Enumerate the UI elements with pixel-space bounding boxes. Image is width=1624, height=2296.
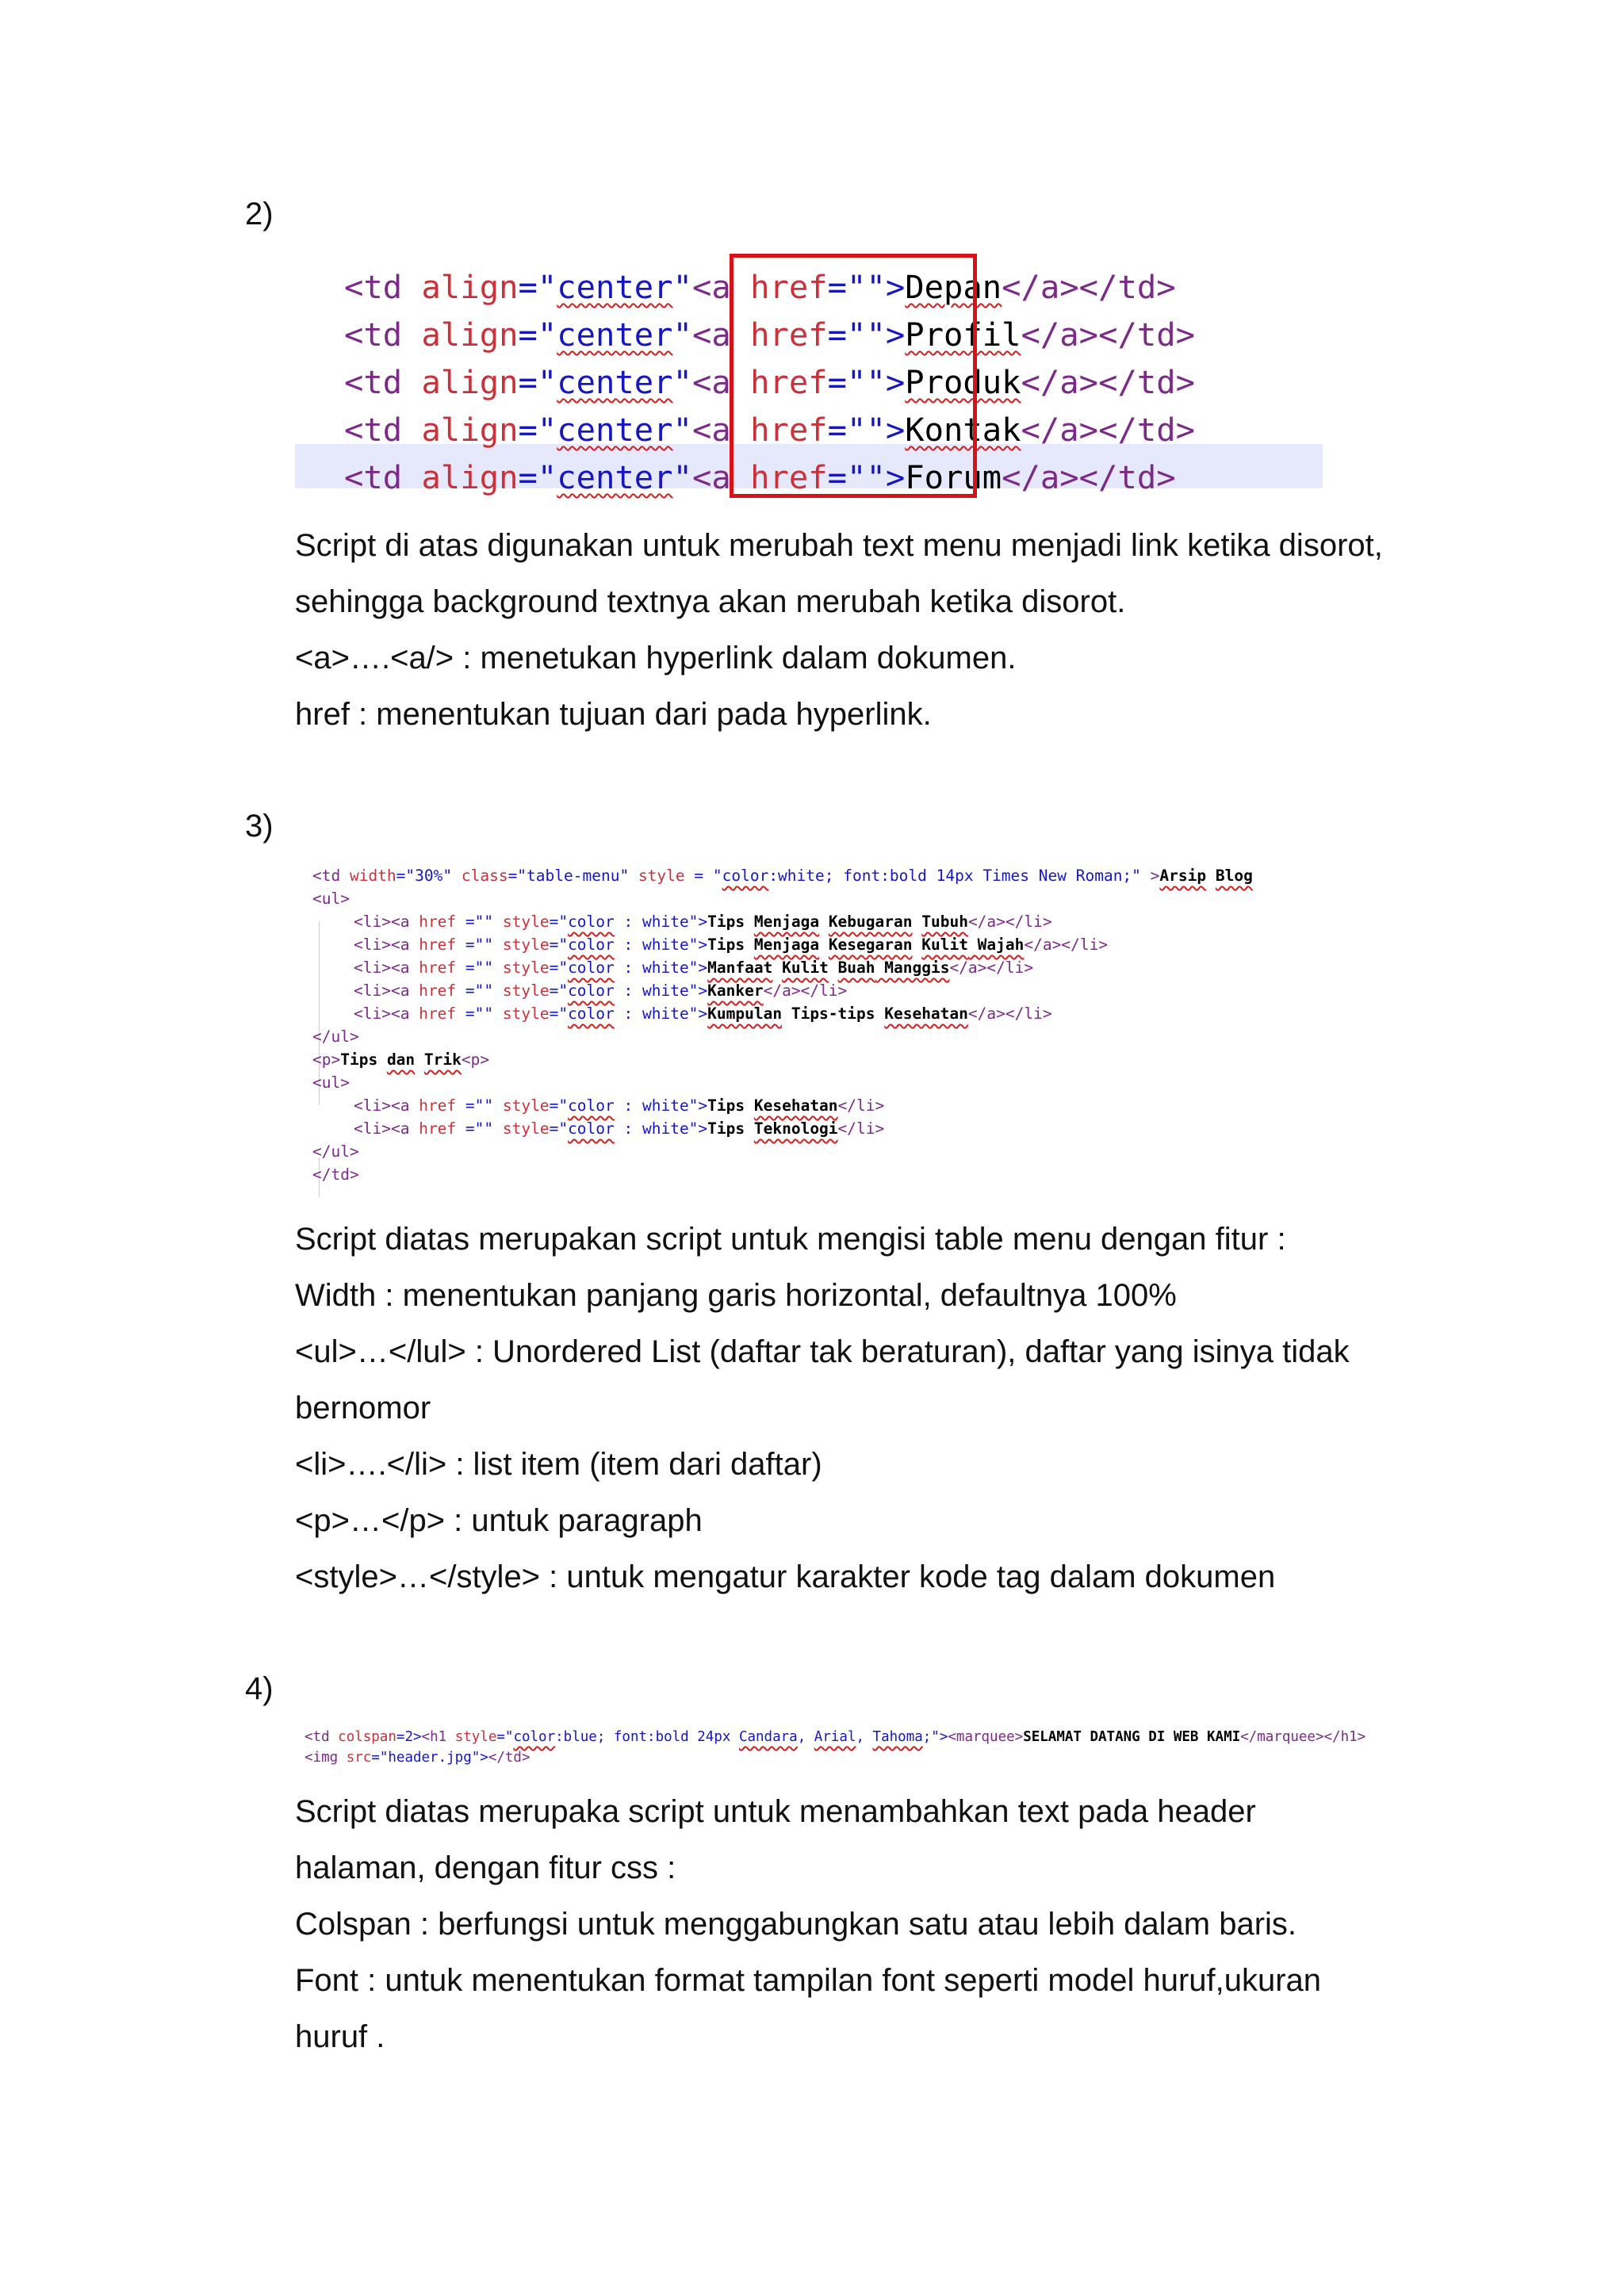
text-line: sehingga background textnya akan merubah ketika disorot. [295,584,1126,619]
text-line: Script diatas merupaka script untuk menambahkan text pada header [295,1794,1256,1829]
code-line: <li><a href ="" style="color : white">Tips Kesehatan</li> [354,1096,885,1115]
section-number: 4) [245,1671,274,1706]
code-line: <li><a href ="" style="color : white">Kumpulan Tips-tips Kesehatan</a></li> [354,1004,1052,1023]
code-screenshot-menu-links [295,252,1323,506]
code-line: </ul> [312,1027,359,1046]
text-line: <p>…</p> : untuk paragraph [295,1503,703,1538]
text-line: Font : untuk menentukan format tampilan font seperti model huruf,ukuran [295,1963,1322,1998]
explanation-paragraph-3 [295,1784,1548,2065]
section-number: 3) [245,809,274,844]
code-line: <li><a href ="" style="color : white">Tips Menjaga Kesegaran Kulit Wajah</a></li> [354,936,1109,954]
code-line: <td align="center"<a href="">Profil</a></td> [344,316,1195,354]
red-highlight-box [730,254,977,498]
text-line: href : menentukan tujuan dari pada hyperlink. [295,697,932,732]
text-line: <ul>…</lul> : Unordered List (daftar tak beraturan), daftar yang isinya tidak [295,1334,1350,1369]
code-line: <p>Tips dan Trik<p> [312,1050,490,1069]
text-line: Colspan : berfungsi untuk menggabungkan satu atau lebih dalam baris. [295,1907,1297,1942]
explanation-paragraph-1 [295,518,1548,743]
code-screenshot-table-menu [308,864,1394,1197]
text-line: huruf . [295,2019,385,2054]
text-line: Script di atas digunakan untuk merubah text menu menjadi link ketika disorot, [295,528,1383,563]
code-screenshot-header [304,1727,1526,1771]
text-line: <li>….</li> : list item (item dari daftar) [295,1447,822,1482]
text-line: halaman, dengan fitur css : [295,1850,676,1885]
code-line: <td align="center"<a href="">Depan</a></td> [344,268,1176,306]
text-line: <a>….<a/> : menetukan hyperlink dalam dokumen. [295,641,1017,675]
section-number: 2) [245,197,274,232]
code-line: <ul> [312,1073,350,1092]
code-line: <li><a href ="" style="color : white">Kanker</a></li> [354,982,848,1000]
code-line: <td align="center"<a href="">Produk</a></td> [344,363,1195,401]
code-line: <img src="header.jpg"></td> [304,1750,530,1766]
code-line: <td colspan=2><h1 style="color:blue; font:bold 24px Candara, Arial, Tahoma;"><marquee>SELAMAT DATANG DI WEB KAMI</marquee></h1> [304,1729,1366,1745]
code-line: <li><a href ="" style="color : white">Tips Teknologi</li> [354,1119,885,1138]
code-line: <li><a href ="" style="color : white">Tips Menjaga Kebugaran Tubuh</a></li> [354,913,1052,931]
explanation-paragraph-2 [295,1211,1548,1605]
code-line: <ul> [312,890,350,908]
code-line: <td width="30%" class="table-menu" style = "color:white; font:bold 14px Times New Roman;" >Arsip Blog [312,867,1253,885]
code-line: <li><a href ="" style="color : white">Manfaat Kulit Buah Manggis</a></li> [354,959,1034,977]
code-line: </ul> [312,1142,359,1161]
text-line: Script diatas merupakan script untuk mengisi table menu dengan fitur : [295,1222,1286,1257]
code-line: </td> [312,1165,359,1184]
text-line: Width : menentukan panjang garis horizontal, defaultnya 100% [295,1278,1177,1313]
text-line: <style>…</style> : untuk mengatur karakter kode tag dalam dokumen [295,1559,1276,1594]
code-line: <td align="center"<a href="">Kontak</a></td> [344,411,1195,449]
text-line: bernomor [295,1391,431,1425]
code-line: <td align="center"<a href="">Forum</a></td> [344,458,1176,496]
